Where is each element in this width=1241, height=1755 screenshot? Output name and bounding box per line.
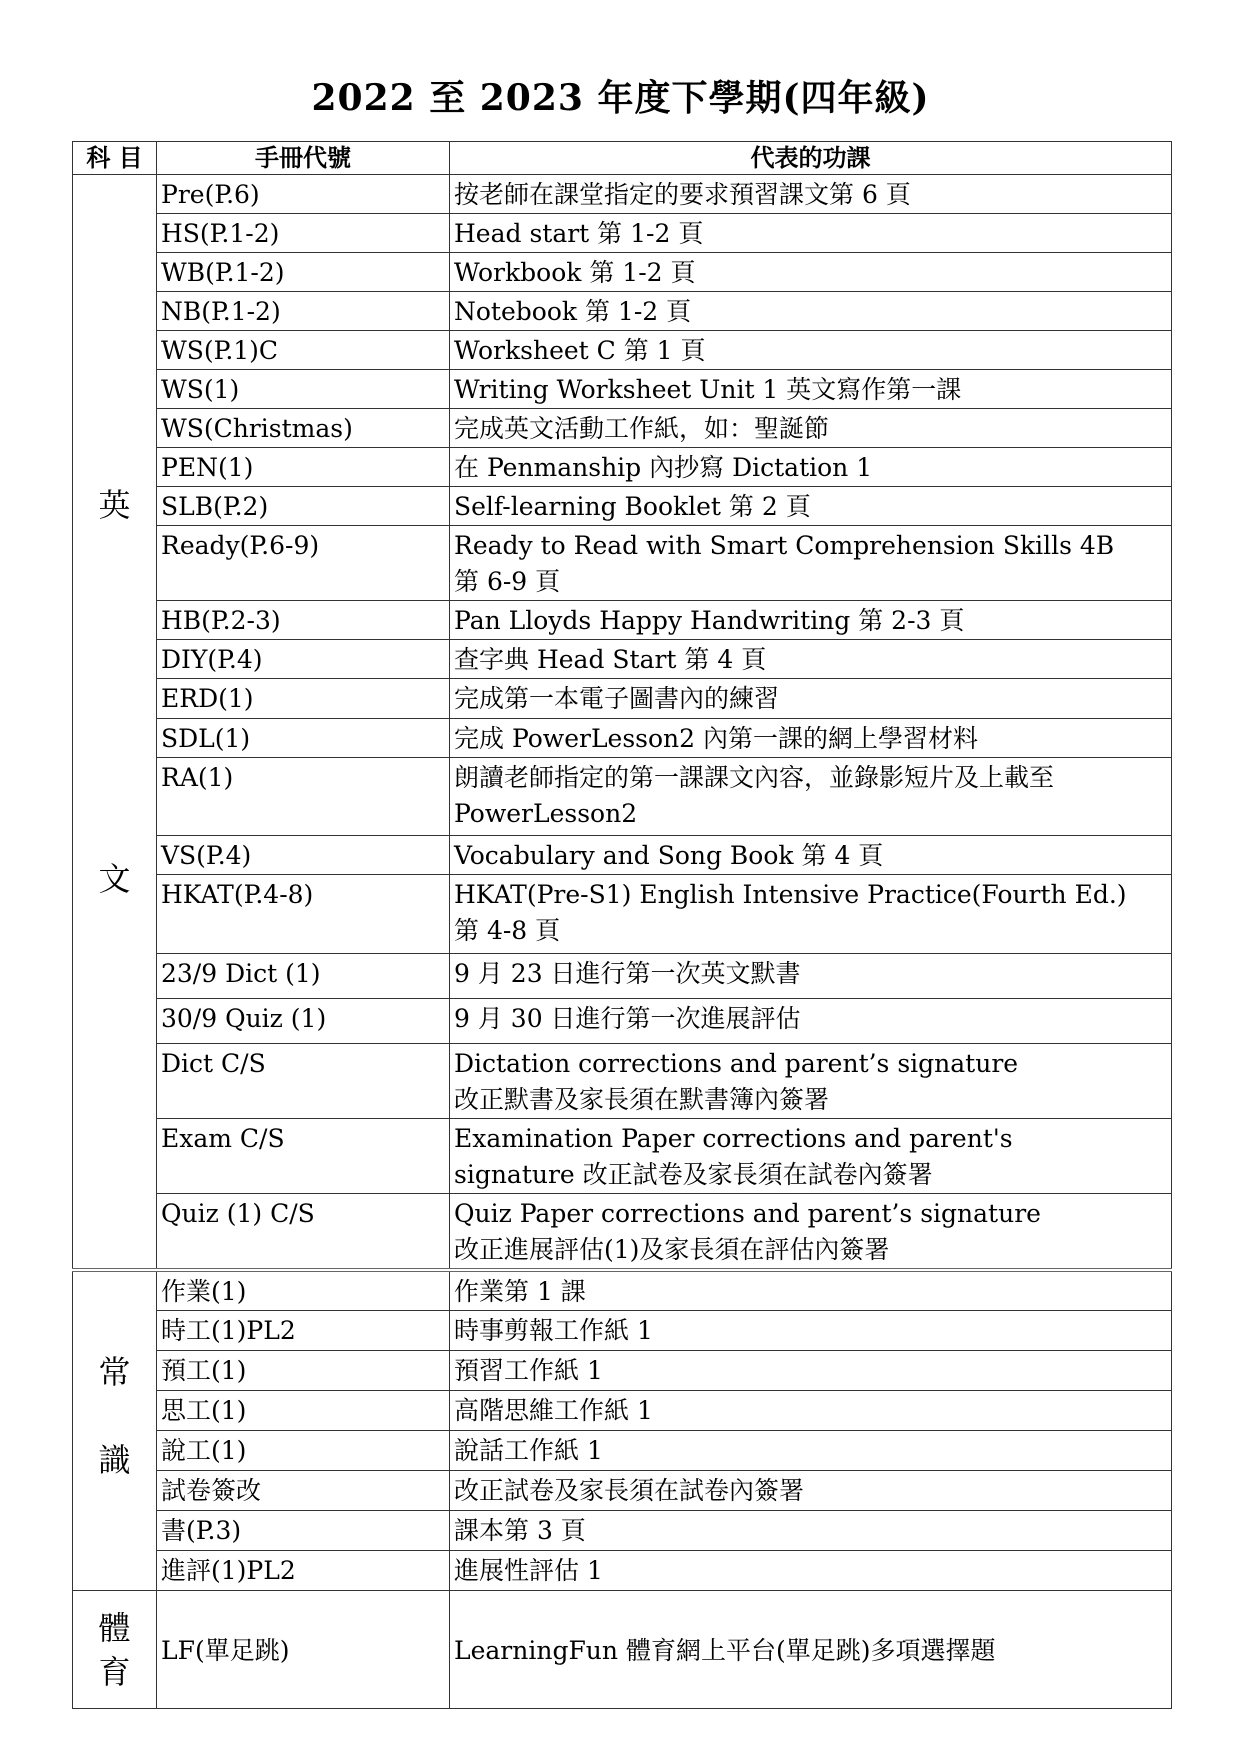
meaning-cell: 預習工作紙 1 bbox=[450, 1351, 1172, 1391]
code-cell: LF(單足跳) bbox=[157, 1591, 450, 1709]
table-row bbox=[73, 719, 1172, 758]
table-row bbox=[73, 331, 1172, 370]
table-row bbox=[73, 640, 1172, 679]
code-cell: Dict C/S bbox=[157, 1044, 450, 1119]
subject-label: 識 bbox=[98, 1441, 131, 1479]
meaning-line: 第 6-9 頁 bbox=[454, 567, 561, 596]
code-cell: WS(Christmas) bbox=[157, 409, 450, 448]
meaning-cell: 時事剪報工作紙 1 bbox=[450, 1311, 1172, 1351]
subject-english bbox=[73, 175, 157, 1271]
table-row bbox=[73, 1351, 1172, 1391]
meaning-line: HKAT(Pre-S1) English Intensive Practice(Fourth Ed.) bbox=[454, 880, 1127, 909]
meaning-cell: Writing Worksheet Unit 1 英文寫作第一課 bbox=[450, 370, 1172, 409]
table-row bbox=[73, 1391, 1172, 1431]
header-subject: 科 目 bbox=[73, 142, 157, 175]
meaning-cell: LearningFun 體育網上平台(單足跳)多項選擇題 bbox=[450, 1591, 1172, 1709]
meaning-line: Ready to Read with Smart Comprehension Skills 4B bbox=[454, 531, 1115, 560]
code-cell: 說工(1) bbox=[157, 1431, 450, 1471]
meaning-line: signature 改正試卷及家長須在試卷內簽署 bbox=[454, 1160, 933, 1189]
subject-label: 文 bbox=[98, 859, 131, 898]
header-row bbox=[73, 142, 1172, 175]
table-row bbox=[73, 409, 1172, 448]
table-row bbox=[73, 487, 1172, 526]
table-row bbox=[73, 1119, 1172, 1194]
meaning-cell: 高階思維工作紙 1 bbox=[450, 1391, 1172, 1431]
meaning-cell bbox=[450, 1044, 1172, 1119]
subject-pe bbox=[73, 1591, 157, 1709]
table-row bbox=[73, 175, 1172, 214]
meaning-cell: 9 月 23 日進行第一次英文默書 bbox=[450, 954, 1172, 999]
code-cell: HS(P.1-2) bbox=[157, 214, 450, 253]
meaning-cell: 完成第一本電子圖書內的練習 bbox=[450, 679, 1172, 719]
meaning-line: 改正默書及家長須在默書簿內簽署 bbox=[454, 1085, 830, 1114]
meaning-cell: 查字典 Head Start 第 4 頁 bbox=[450, 640, 1172, 679]
table-row bbox=[73, 1471, 1172, 1511]
meaning-cell: 9 月 30 日進行第一次進展評估 bbox=[450, 999, 1172, 1044]
code-cell: 23/9 Dict (1) bbox=[157, 954, 450, 999]
code-cell: VS(P.4) bbox=[157, 836, 450, 875]
meaning-cell: 說話工作紙 1 bbox=[450, 1431, 1172, 1471]
table-row bbox=[73, 1551, 1172, 1591]
meaning-cell bbox=[450, 758, 1172, 836]
code-cell: HKAT(P.4-8) bbox=[157, 875, 450, 954]
code-cell: RA(1) bbox=[157, 758, 450, 836]
table-row bbox=[73, 1044, 1172, 1119]
code-cell: WS(1) bbox=[157, 370, 450, 409]
subject-label: 育 bbox=[98, 1652, 131, 1691]
table-row bbox=[73, 601, 1172, 640]
meaning-cell: 作業第 1 課 bbox=[450, 1270, 1172, 1311]
meaning-cell: 完成英文活動工作紙，如：聖誕節 bbox=[450, 409, 1172, 448]
subject-label: 常 bbox=[98, 1353, 131, 1391]
header-code: 手冊代號 bbox=[157, 142, 450, 175]
code-cell: 書(P.3) bbox=[157, 1511, 450, 1551]
meaning-cell: Worksheet C 第 1 頁 bbox=[450, 331, 1172, 370]
table-row bbox=[73, 758, 1172, 836]
meaning-cell: Pan Lloyds Happy Handwriting 第 2-3 頁 bbox=[450, 601, 1172, 640]
meaning-cell: 課本第 3 頁 bbox=[450, 1511, 1172, 1551]
meaning-line: PowerLesson2 bbox=[454, 799, 638, 828]
table-row bbox=[73, 526, 1172, 601]
meaning-cell: 按老師在課堂指定的要求預習課文第 6 頁 bbox=[450, 175, 1172, 214]
meaning-line: 朗讀老師指定的第一課課文內容，並錄影短片及上載至 bbox=[454, 763, 1055, 792]
table-row bbox=[73, 954, 1172, 999]
meaning-cell bbox=[450, 1119, 1172, 1194]
code-cell: PEN(1) bbox=[157, 448, 450, 487]
code-cell: 思工(1) bbox=[157, 1391, 450, 1431]
table-row bbox=[73, 875, 1172, 954]
meaning-line: Examination Paper corrections and parent's bbox=[454, 1124, 1013, 1153]
table-row bbox=[73, 292, 1172, 331]
subject-label: 英 bbox=[98, 485, 131, 524]
table-row bbox=[73, 1194, 1172, 1271]
table-row bbox=[73, 1431, 1172, 1471]
meaning-line: Quiz Paper corrections and parent’s signature bbox=[454, 1199, 1041, 1228]
table-row bbox=[73, 1270, 1172, 1311]
code-cell: Quiz (1) C/S bbox=[157, 1194, 450, 1271]
code-cell: Exam C/S bbox=[157, 1119, 450, 1194]
meaning-cell: Vocabulary and Song Book 第 4 頁 bbox=[450, 836, 1172, 875]
table-row bbox=[73, 1591, 1172, 1709]
meaning-cell bbox=[450, 875, 1172, 954]
table-row bbox=[73, 999, 1172, 1044]
code-cell: Ready(P.6-9) bbox=[157, 526, 450, 601]
table-row bbox=[73, 448, 1172, 487]
code-cell: 進評(1)PL2 bbox=[157, 1551, 450, 1591]
meaning-cell: 在 Penmanship 內抄寫 Dictation 1 bbox=[450, 448, 1172, 487]
code-cell: 時工(1)PL2 bbox=[157, 1311, 450, 1351]
table-row bbox=[73, 370, 1172, 409]
code-cell: WS(P.1)C bbox=[157, 331, 450, 370]
code-cell: SLB(P.2) bbox=[157, 487, 450, 526]
header-meaning: 代表的功課 bbox=[450, 142, 1172, 175]
subject-general-studies bbox=[73, 1270, 157, 1591]
meaning-line: Dictation corrections and parent’s signature bbox=[454, 1049, 1019, 1078]
code-cell: HB(P.2-3) bbox=[157, 601, 450, 640]
homework-code-table bbox=[72, 141, 1172, 1709]
meaning-cell bbox=[450, 1194, 1172, 1271]
code-cell: NB(P.1-2) bbox=[157, 292, 450, 331]
code-cell: 30/9 Quiz (1) bbox=[157, 999, 450, 1044]
subject-label: 體 bbox=[98, 1608, 131, 1647]
code-cell: 試卷簽改 bbox=[157, 1471, 450, 1511]
table-row bbox=[73, 836, 1172, 875]
code-cell: DIY(P.4) bbox=[157, 640, 450, 679]
meaning-line: 改正進展評估(1)及家長須在評估內簽署 bbox=[454, 1235, 890, 1264]
table-row bbox=[73, 679, 1172, 719]
table-row bbox=[73, 253, 1172, 292]
meaning-line: 第 4-8 頁 bbox=[454, 916, 561, 945]
table-row bbox=[73, 1511, 1172, 1551]
code-cell: SDL(1) bbox=[157, 719, 450, 758]
meaning-cell: 完成 PowerLesson2 內第一課的網上學習材料 bbox=[450, 719, 1172, 758]
meaning-cell bbox=[450, 526, 1172, 601]
meaning-cell: Notebook 第 1-2 頁 bbox=[450, 292, 1172, 331]
table-row bbox=[73, 214, 1172, 253]
meaning-cell: Self-learning Booklet 第 2 頁 bbox=[450, 487, 1172, 526]
code-cell: Pre(P.6) bbox=[157, 175, 450, 214]
meaning-cell: 改正試卷及家長須在試卷內簽署 bbox=[450, 1471, 1172, 1511]
code-cell: WB(P.1-2) bbox=[157, 253, 450, 292]
code-cell: 預工(1) bbox=[157, 1351, 450, 1391]
meaning-cell: 進展性評估 1 bbox=[450, 1551, 1172, 1591]
table-row bbox=[73, 1311, 1172, 1351]
code-cell: ERD(1) bbox=[157, 679, 450, 719]
meaning-cell: Head start 第 1-2 頁 bbox=[450, 214, 1172, 253]
page-title: 2022 至 2023 年度下學期(四年級) bbox=[311, 77, 930, 119]
code-cell: 作業(1) bbox=[157, 1270, 450, 1311]
meaning-cell: Workbook 第 1-2 頁 bbox=[450, 253, 1172, 292]
